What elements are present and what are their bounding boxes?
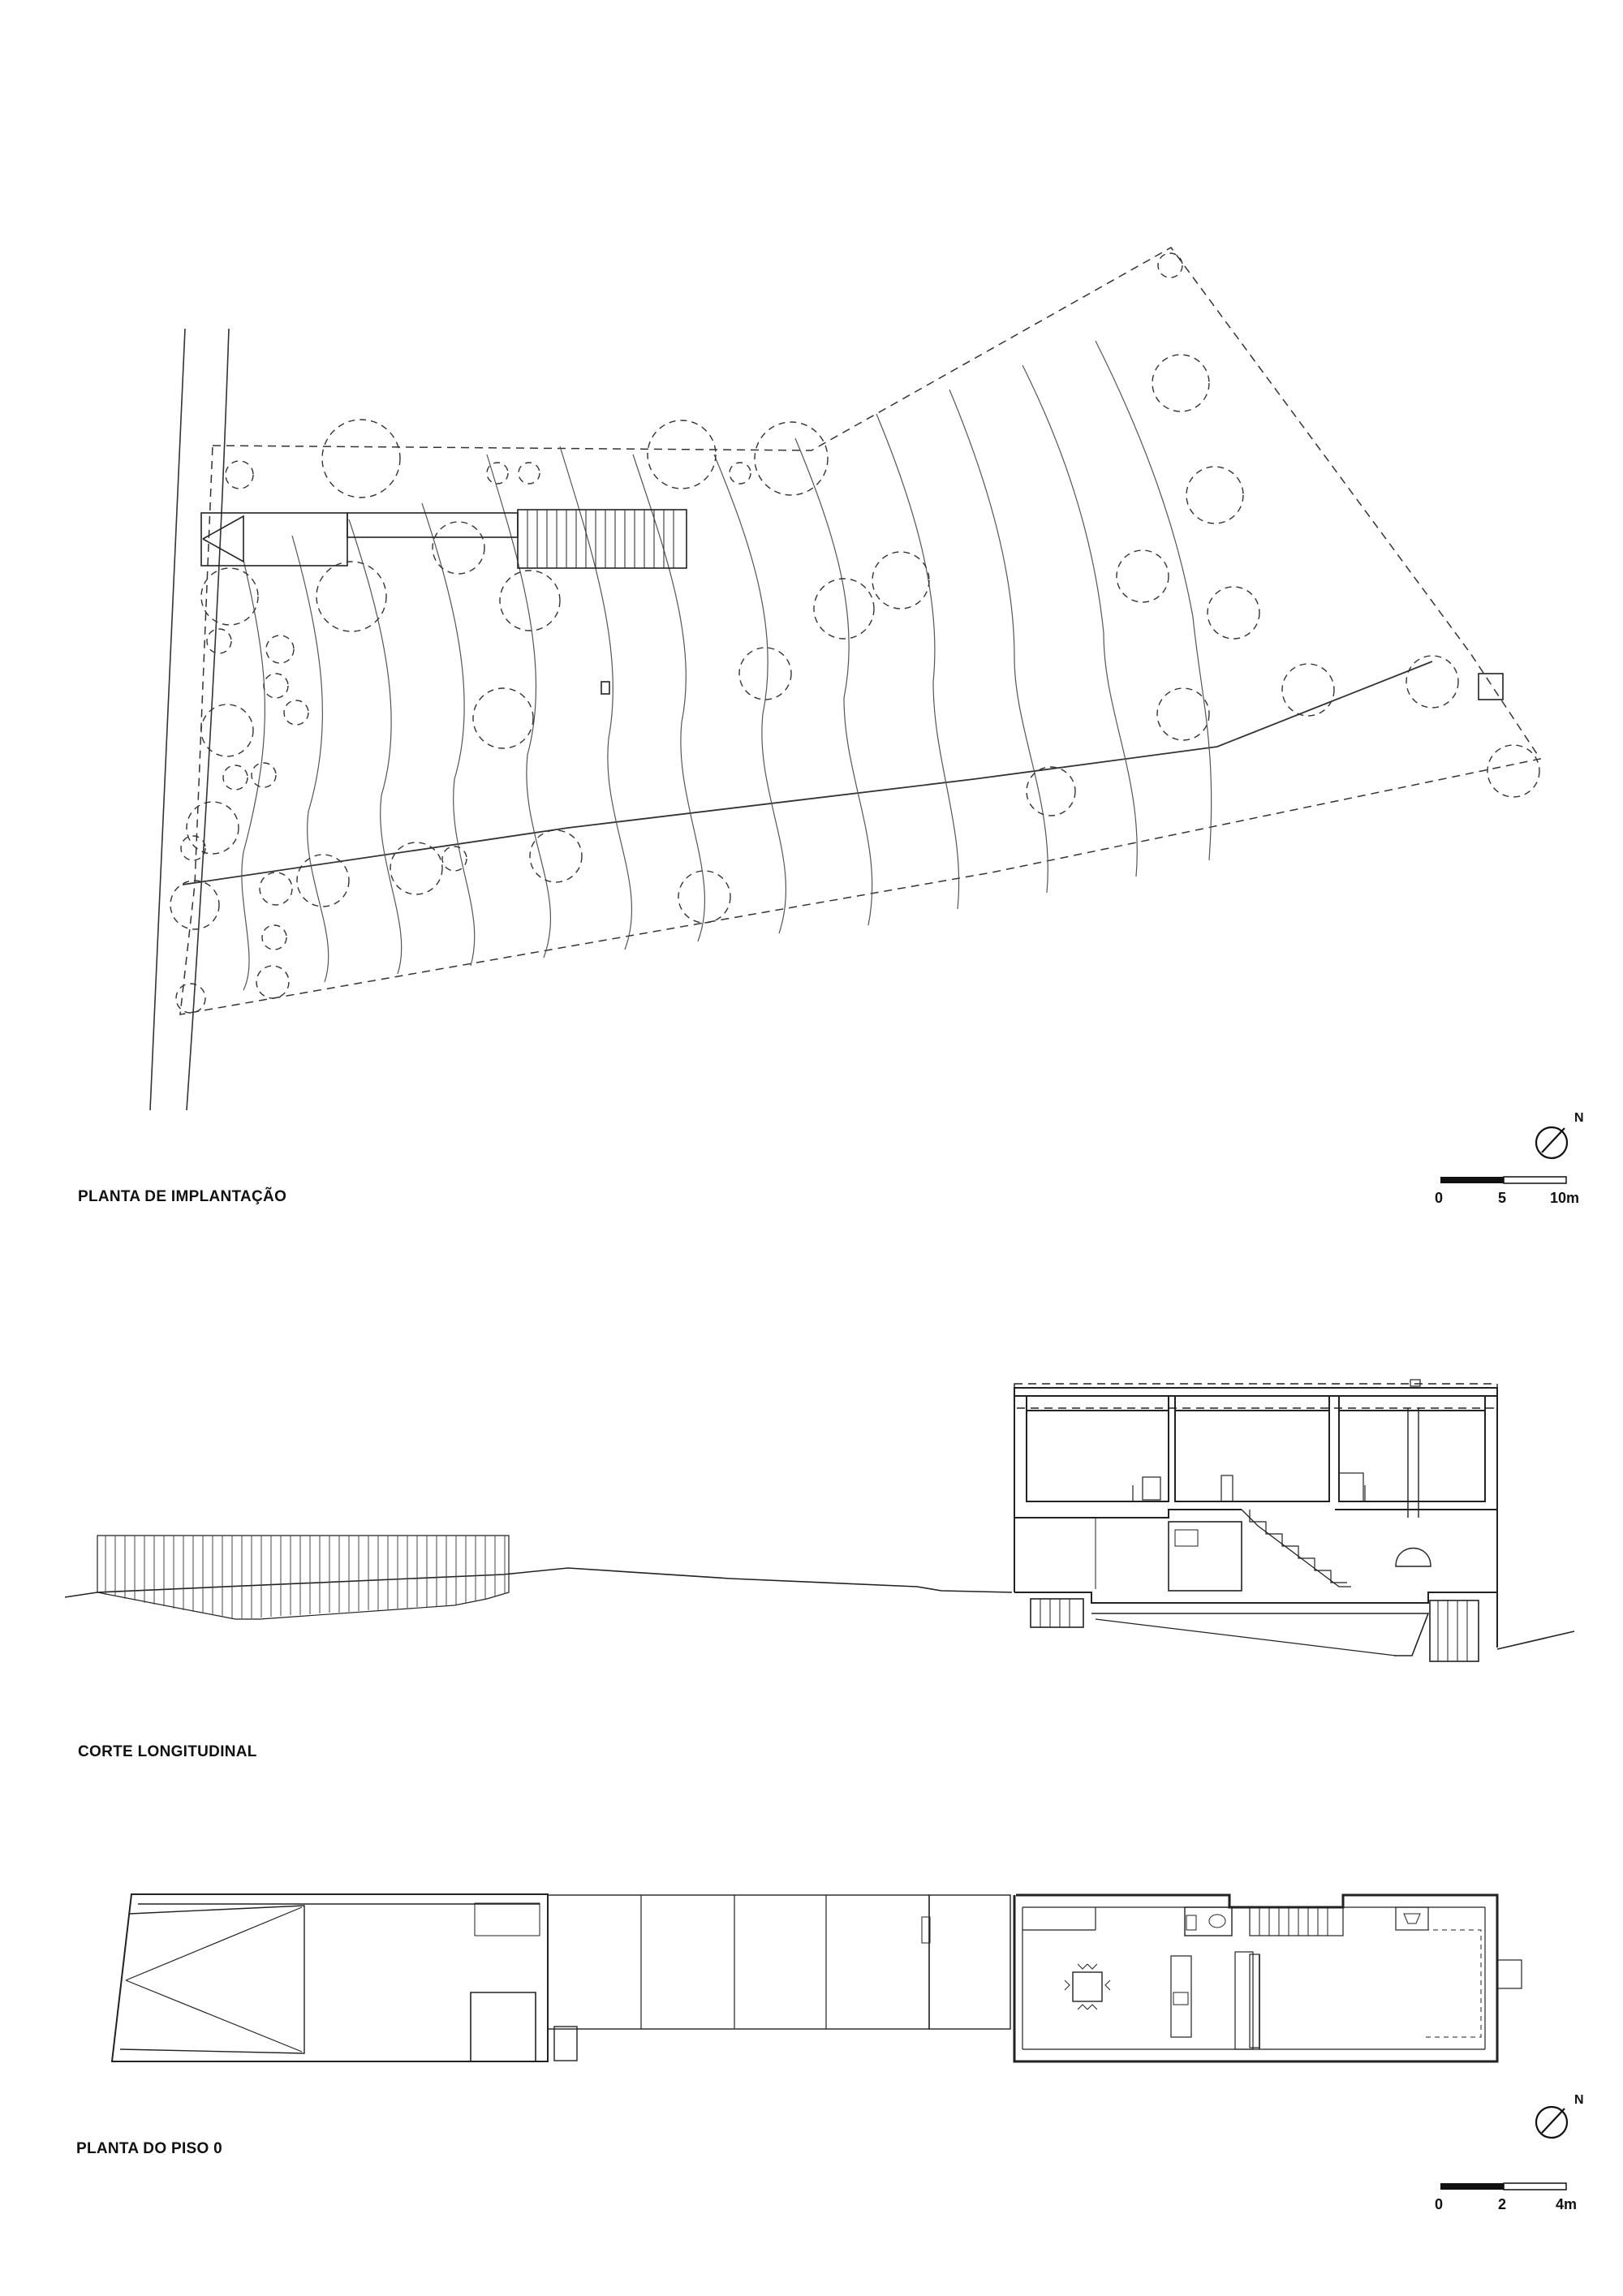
house-section bbox=[1014, 1380, 1497, 1661]
scale-tick: 5 bbox=[1498, 1190, 1507, 1206]
site-plan-title: PLANTA DE IMPLANTAÇÃO bbox=[78, 1188, 287, 1205]
scale-tick: 0 bbox=[1435, 1190, 1444, 1206]
road-edge-right bbox=[187, 329, 229, 1110]
north-arrow-label: N bbox=[1574, 2093, 1584, 2107]
floor-plan-title: PLANTA DO PISO 0 bbox=[76, 2140, 223, 2157]
ground-line bbox=[65, 1568, 1012, 1597]
section-title: CORTE LONGITUDINAL bbox=[78, 1743, 257, 1760]
deck-slats bbox=[527, 510, 674, 568]
scale-tick: 10m bbox=[1550, 1190, 1580, 1206]
scale-bar-2 bbox=[1440, 2183, 1566, 2190]
north-arrow-label: N bbox=[1574, 1111, 1584, 1125]
scale-bar-1 bbox=[1440, 1177, 1566, 1183]
site-boundary bbox=[180, 248, 1540, 1014]
ground-line-right bbox=[1497, 1631, 1574, 1649]
longitudinal-section bbox=[65, 1380, 1574, 1661]
scale-tick: 4m bbox=[1556, 2196, 1578, 2212]
north-arrow-icon bbox=[1536, 1127, 1567, 1158]
corridor bbox=[548, 1895, 929, 2029]
site-path bbox=[183, 661, 1432, 885]
right-house-plan bbox=[1014, 1895, 1522, 2061]
site-house bbox=[201, 510, 1503, 700]
contour-lines bbox=[242, 341, 1212, 990]
trees bbox=[170, 253, 1539, 1013]
ground-floor-plan bbox=[112, 1894, 1522, 2061]
north-arrow-icon bbox=[1536, 2107, 1567, 2138]
left-wedge bbox=[112, 1894, 548, 2061]
scale-tick: 0 bbox=[1435, 2196, 1444, 2212]
dining-table bbox=[1073, 1972, 1102, 2001]
road-edge-left bbox=[150, 329, 185, 1110]
entrance-block bbox=[1031, 1599, 1083, 1627]
site-plan bbox=[150, 248, 1540, 1110]
scale-tick: 2 bbox=[1498, 2196, 1507, 2212]
